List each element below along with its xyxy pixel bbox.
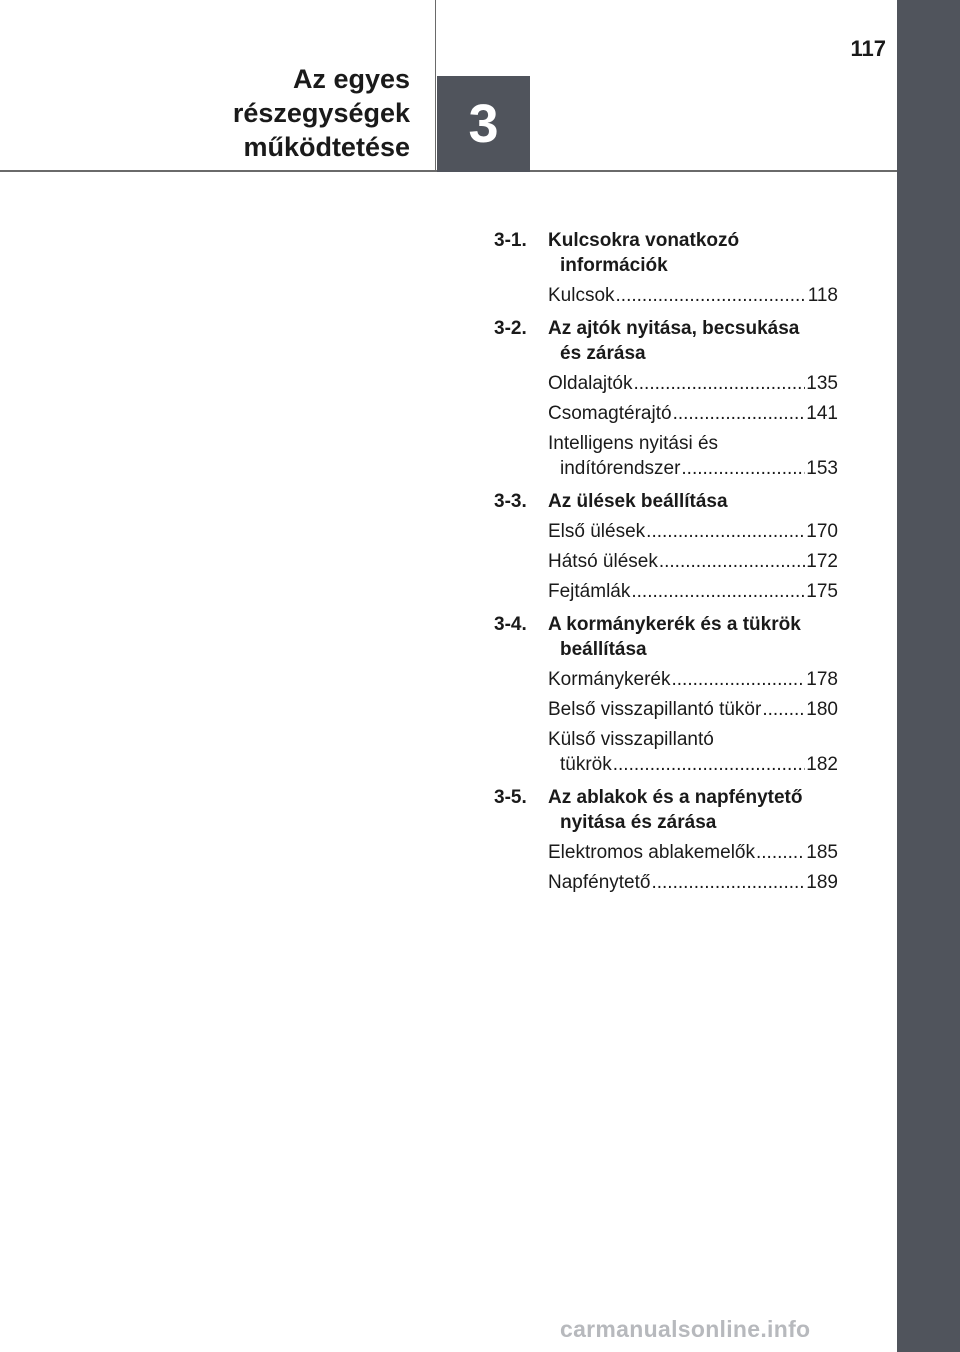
section-number: 3-2. — [494, 318, 527, 339]
chapter-title — [150, 62, 410, 164]
toc-section — [494, 612, 838, 662]
dot-leader — [762, 697, 805, 722]
dot-leader — [634, 371, 806, 396]
toc-entry[interactable] — [548, 840, 838, 865]
entry-page: 118 — [807, 285, 838, 306]
toc-entry[interactable] — [548, 401, 838, 426]
entry-page: 185 — [806, 842, 838, 863]
toc-section — [494, 228, 838, 278]
toc-entry[interactable] — [548, 579, 838, 604]
entry-title: Első ülések — [548, 521, 646, 542]
entry-title: Intelligens nyitási és — [548, 433, 719, 454]
toc-entry[interactable] — [548, 697, 838, 722]
dot-leader — [616, 283, 807, 308]
section-title: Az ülések beállítása — [548, 491, 728, 512]
section-number: 3-5. — [494, 787, 527, 808]
chapter-title-line: Az egyes — [292, 64, 410, 94]
toc-section — [494, 316, 838, 366]
entry-title: Csomagtérajtó — [548, 403, 672, 424]
section-title: Az ajtók nyitása, becsukása és zárása — [548, 318, 800, 364]
toc-entry[interactable] — [548, 283, 838, 308]
dot-leader — [756, 840, 805, 865]
entry-page: 178 — [806, 669, 838, 690]
entry-page: 172 — [806, 551, 838, 572]
toc-entry[interactable] — [548, 519, 838, 544]
entry-title: Elektromos ablakemelők — [548, 842, 755, 863]
entry-title-cont: tükrök — [560, 754, 612, 775]
dot-leader — [672, 667, 806, 692]
toc-section — [494, 785, 838, 835]
entry-page: 182 — [806, 754, 838, 775]
chapter-number-badge — [437, 76, 530, 172]
chapter-side-tab — [897, 0, 960, 1352]
toc-entry[interactable] — [548, 870, 838, 895]
toc-entry[interactable] — [548, 667, 838, 692]
dot-leader — [651, 870, 805, 895]
dot-leader — [659, 549, 805, 574]
dot-leader — [613, 752, 806, 777]
toc-entry[interactable] — [548, 431, 838, 481]
section-title: A kormánykerék és a tükrök beállítása — [548, 614, 801, 660]
entry-title: Külső visszapillantó — [548, 729, 714, 750]
entry-title: Napfénytető — [548, 872, 651, 893]
entry-title-cont: indítórendszer — [560, 458, 681, 479]
header-divider-vertical — [435, 0, 436, 172]
entry-title: Belső visszapillantó tükör — [548, 699, 762, 720]
toc-entry[interactable] — [548, 371, 838, 396]
chapter-title-line: működtetése — [243, 132, 410, 162]
section-number: 3-1. — [494, 230, 527, 251]
dot-leader — [631, 579, 805, 604]
entry-title: Kulcsok — [548, 285, 615, 306]
entry-page: 135 — [806, 373, 838, 394]
entry-page: 175 — [806, 581, 838, 602]
entry-page: 170 — [806, 521, 838, 542]
dot-leader — [673, 401, 806, 426]
entry-title: Hátsó ülések — [548, 551, 658, 572]
section-title: Kulcsokra vonatkozó információk — [548, 230, 740, 276]
entry-title: Kormánykerék — [548, 669, 671, 690]
toc-entry[interactable] — [548, 727, 838, 777]
entry-title: Fejtámlák — [548, 581, 631, 602]
dot-leader — [646, 519, 805, 544]
page-number: 117 — [850, 36, 886, 61]
entry-page: 153 — [806, 458, 838, 479]
section-number: 3-4. — [494, 614, 527, 635]
chapter-number: 3 — [468, 94, 499, 154]
table-of-contents — [494, 228, 838, 895]
entry-page: 141 — [806, 403, 838, 424]
watermark: carmanualsonline.info — [560, 1316, 811, 1342]
toc-section — [494, 489, 838, 514]
toc-entry[interactable] — [548, 549, 838, 574]
entry-title: Oldalajtók — [548, 373, 633, 394]
chapter-title-line: részegységek — [232, 98, 410, 128]
entry-page: 180 — [806, 699, 838, 720]
section-number: 3-3. — [494, 491, 527, 512]
entry-page: 189 — [806, 872, 838, 893]
section-title: Az ablakok és a napfénytető nyitása és zárása — [548, 787, 803, 833]
dot-leader — [681, 456, 805, 481]
